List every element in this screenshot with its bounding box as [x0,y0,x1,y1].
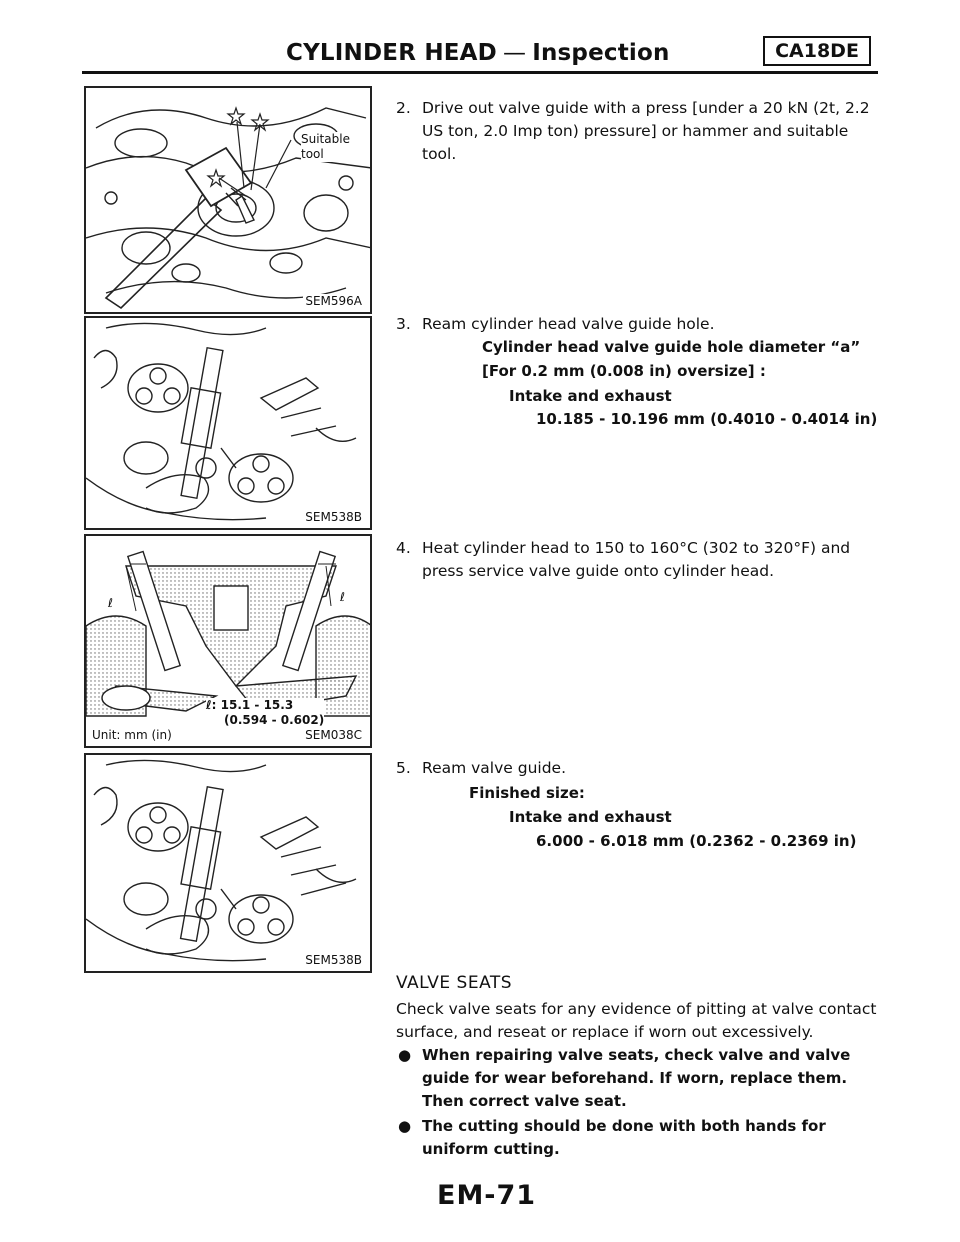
spec-value: 10.185 - 10.196 mm (0.4010 - 0.4014 in) [536,410,878,428]
step-text: Ream valve guide. [422,759,567,777]
figure-ream-guide-hole [84,316,372,530]
figure-code: SEM538B [305,953,362,967]
unit-label: Unit: mm (in) [92,728,172,742]
spec-label: Intake and exhaust [509,387,672,405]
step-5 [396,757,884,780]
ell-symbol-left: ℓ [108,596,113,610]
step-3 [396,313,884,336]
spec-condition: [For 0.2 mm (0.008 in) oversize] : [482,362,766,380]
spec-title: Cylinder head valve guide hole diameter “a” [482,338,861,356]
step-number: 2. [396,99,411,117]
model-badge: CA18DE [763,36,871,66]
section-paragraph: Check valve seats for any evidence of pitting at valve contact surface, and reseat or replace if worn out excessively. [396,1000,877,1041]
page-title [286,40,670,66]
figure-code: SEM596A [305,294,362,308]
figure-code: SEM538B [305,510,362,524]
bullet-item [396,1115,878,1161]
step-text: Ream cylinder head valve guide hole. [422,315,715,333]
bullet-text: The cutting should be done with both hands for uniform cutting. [422,1117,826,1158]
title-sub: Inspection [532,40,670,66]
figure-code: SEM038C [305,728,362,742]
figure-guide-height [84,534,372,748]
bullet-text: When repairing valve seats, check valve and valve guide for wear beforehand. If worn, replace them. Then correct valve seat. [422,1046,851,1110]
reamer-illustration [86,318,372,530]
step-text: Heat cylinder head to 150 to 160°C (302 to 320°F) and press service valve guide onto cylinder head. [422,539,851,580]
hammer-illustration [86,88,372,314]
spec-value: 6.000 - 6.018 mm (0.2362 - 0.2369 in) [536,832,857,850]
reamer-illustration [86,755,372,973]
figure-drive-out-guide [84,86,372,314]
step-number: 5. [396,759,411,777]
section-heading: VALVE SEATS [396,973,513,993]
bullet-dot: ● [398,1046,412,1064]
figure-ream-guide [84,753,372,973]
step-2 [396,97,884,166]
bullet-dot: ● [398,1117,412,1135]
suitable-tool-label: Suitable tool [301,132,350,161]
step-text: Drive out valve guide with a press [under a 20 kN (2t, 2.2 US ton, 2.0 Imp ton) pressure] or hammer and suitable tool. [422,99,870,163]
spec-label: Intake and exhaust [509,808,672,826]
page-number: EM-71 [437,1180,537,1211]
bullet-item [396,1044,878,1113]
title-dash: — [502,40,527,66]
step-4 [396,537,884,583]
ell-symbol-right: ℓ [340,590,345,604]
header-rule [82,71,878,74]
dimension-value: ℓ: 15.1 - 15.3 (0.594 - 0.602) [206,698,325,727]
step-number: 4. [396,539,411,557]
title-main: CYLINDER HEAD [286,40,497,66]
spec-title: Finished size: [469,784,585,802]
step-number: 3. [396,315,411,333]
